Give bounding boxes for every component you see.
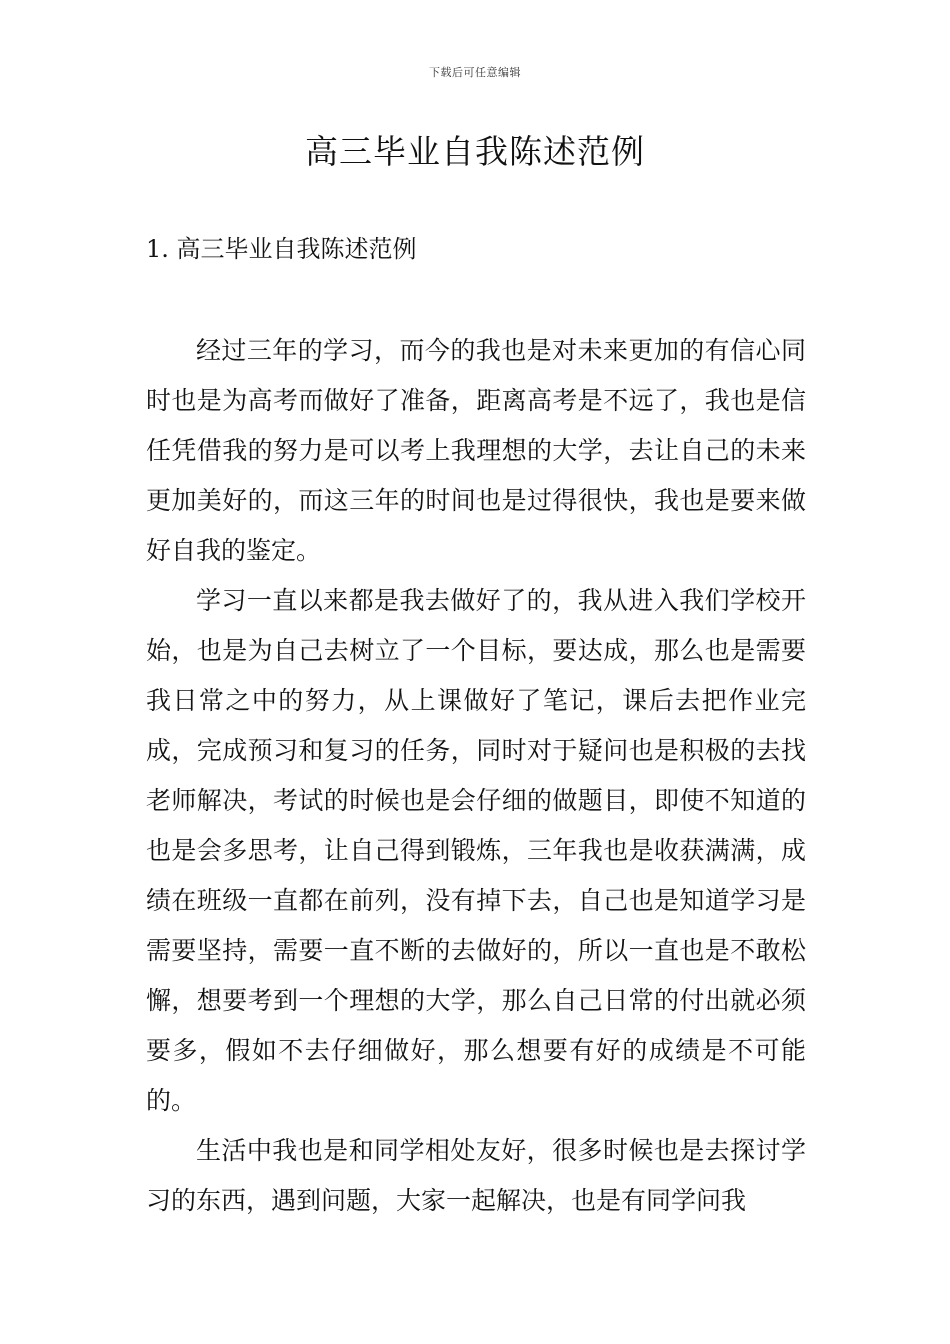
section-heading: 1. 高三毕业自我陈述范例 xyxy=(146,235,417,263)
paragraph-1: 经过三年的学习，而今的我也是对未来更加的有信心同时也是为高考而做好了准备，距离高考是不远了，我也是信任凭借我的努力是可以考上我理想的大学，去让自己的未来更加美好的，而这三年的时间也是过得很快，我也是要来做好自我的鉴定。 xyxy=(146,336,806,565)
header-note: 下载后可任意编辑 xyxy=(429,66,521,79)
document-title: 高三毕业自我陈述范例 xyxy=(305,132,645,171)
paragraph-2: 学习一直以来都是我去做好了的，我从进入我们学校开始，也是为自己去树立了一个目标，要达成，那么也是需要我日常之中的努力，从上课做好了笔记，课后去把作业完成，完成预习和复习的任务，同时对于疑问也是积极的去找老师解决，考试的时候也是会仔细的做题目，即使不知道的也是会多思考，让自己得到锻炼，三年我也是收获满满，成绩在班级一直都在前列，没有掉下去，自己也是知道学习是需要坚持，需要一直不断的去做好的，所以一直也是不敢松懈，想要考到一个理想的大学，那么自己日常的付出就必须要多，假如不去仔细做好，那么想要有好的成绩是不可能的。 xyxy=(146,586,806,1115)
body-text xyxy=(146,326,806,1226)
paragraph-3: 生活中我也是和同学相处友好，很多时候也是去探讨学习的东西，遇到问题，大家一起解决，也是有同学问我 xyxy=(146,1136,806,1215)
